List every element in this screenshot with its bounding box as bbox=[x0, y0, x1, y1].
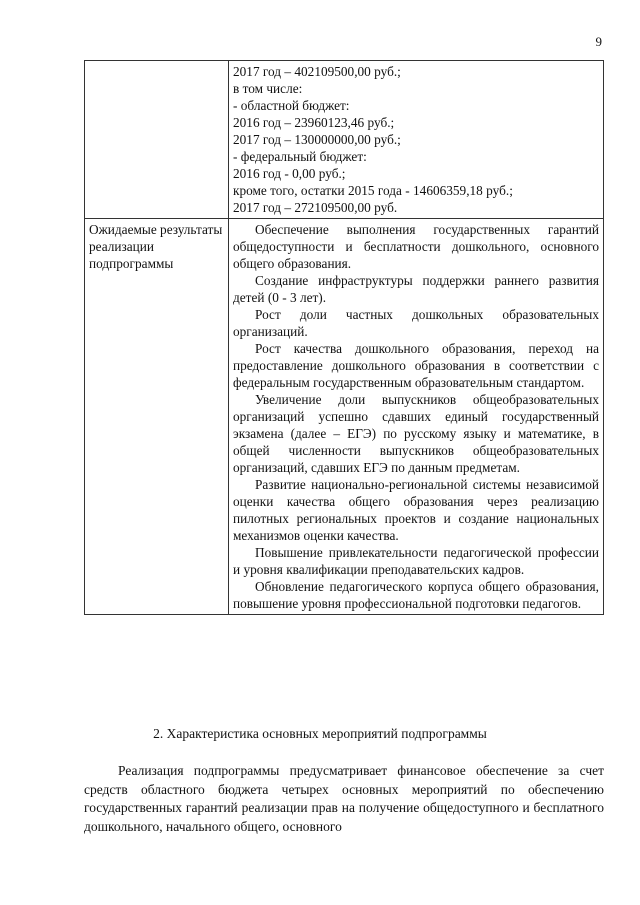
result-item: Рост качества дошкольного образования, переход на предоставление дошкольного образования в соответствии с федеральным государственным образовательным стандартом. bbox=[233, 341, 599, 390]
funding-line: кроме того, остатки 2015 года - 14606359,18 руб.; bbox=[233, 183, 513, 198]
body-paragraph: Реализация подпрограммы предусматривает финансовое обеспечение за счет средств областного бюджета четырех основных мероприятий по обеспечению государственных гарантий реализации прав на получение общедоступного и бесплатного дошкольного, начального общего, основного bbox=[84, 763, 604, 834]
result-item: Повышение привлекательности педагогической профессии и уровня квалификации преподавательских кадров. bbox=[233, 545, 599, 577]
funding-label-cell bbox=[85, 61, 229, 219]
funding-line: в том числе: bbox=[233, 81, 303, 96]
funding-line: 2017 год – 130000000,00 руб.; bbox=[233, 132, 401, 147]
funding-line: 2017 год – 402109500,00 руб.; bbox=[233, 64, 401, 79]
result-item: Рост доли частных дошкольных образовательных организаций. bbox=[233, 307, 599, 339]
funding-cell bbox=[229, 61, 604, 219]
result-item: Увеличение доли выпускников общеобразовательных организаций успешно сдавших единый государственный экзамена (далее – ЕГЭ) по русскому языку и математике, в общей численности выпускников общеобразовательных организаций, сдавших ЕГЭ по данным предметам. bbox=[233, 392, 599, 475]
result-item: Обновление педагогического корпуса общего образования, повышение уровня профессиональной подготовки педагогов. bbox=[233, 579, 599, 611]
funding-line: 2016 год - 0,00 руб.; bbox=[233, 166, 346, 181]
page-number: 9 bbox=[595, 34, 602, 49]
funding-line: 2017 год – 272109500,00 руб. bbox=[233, 200, 398, 215]
results-cell bbox=[229, 219, 604, 615]
results-row bbox=[85, 219, 604, 615]
results-label: Ожидаемые результаты реализации подпрограммы bbox=[85, 219, 229, 615]
subprogram-passport-table bbox=[84, 60, 604, 615]
funding-row bbox=[85, 61, 604, 219]
funding-line: - федеральный бюджет: bbox=[233, 149, 367, 164]
result-item: Развитие национально-региональной системы независимой оценки качества общего образования через реализацию пилотных региональных проектов и создание национальных механизмов оценки качества. bbox=[233, 477, 599, 543]
result-item: Создание инфраструктуры поддержки раннего развития детей (0 - 3 лет). bbox=[233, 273, 599, 305]
funding-line: 2016 год – 23960123,46 руб.; bbox=[233, 115, 395, 130]
section-title: 2. Характеристика основных мероприятий подпрограммы bbox=[153, 726, 487, 741]
funding-line: - областной бюджет: bbox=[233, 98, 350, 113]
result-item: Обеспечение выполнения государственных гарантий общедоступности и бесплатности дошкольного, основного общего образования. bbox=[233, 222, 599, 271]
